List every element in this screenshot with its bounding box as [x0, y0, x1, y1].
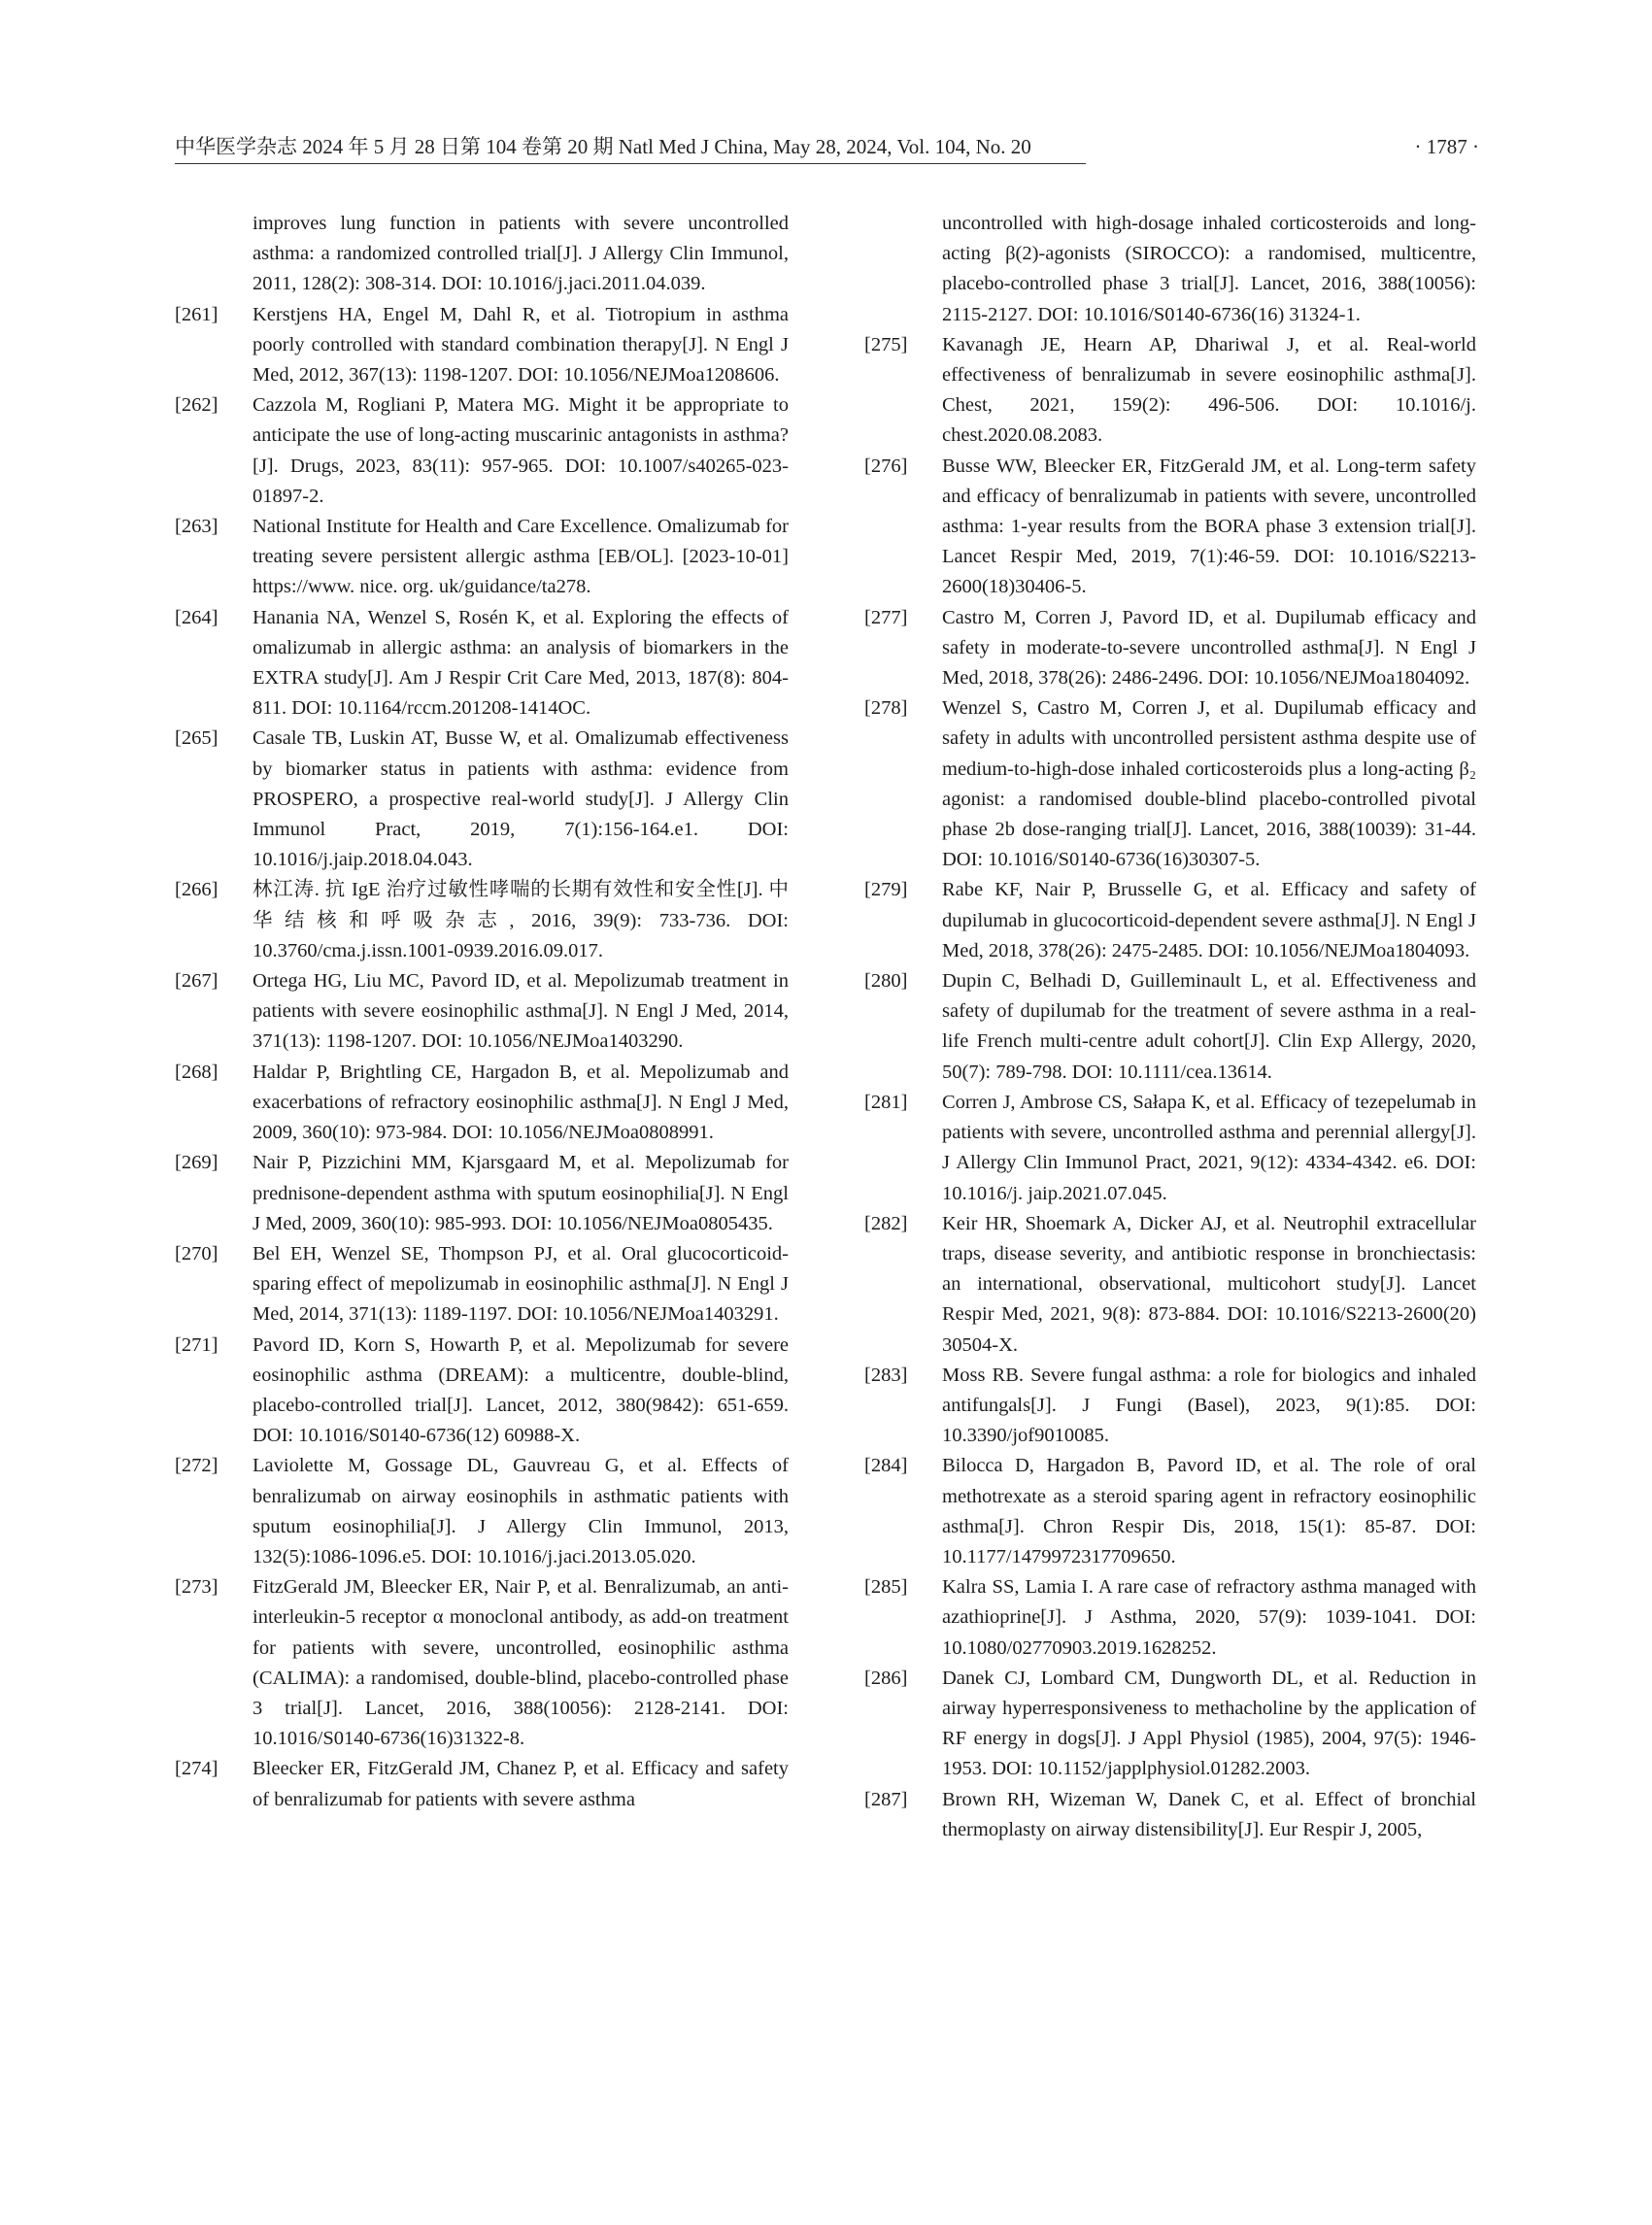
- reference-entry: [175, 1572, 789, 1754]
- reference-entry: [864, 1664, 1476, 1785]
- reference-entry: [864, 966, 1476, 1088]
- reference-text: Casale TB, Luskin AT, Busse W, et al. Omalizumab effectiveness by biomarker status in patients with asthma: evidence from PROSPERO, a prospective real-world study[J]. J Allergy Clin Immunol Pract, 2019, 7(1):156-164.e1. DOI: 10.1016/j.jaip.2018.04.043.: [253, 727, 789, 871]
- page-header: [175, 132, 1479, 171]
- reference-text: Corren J, Ambrose CS, Sałapa K, et al. Efficacy of tezepelumab in patients with severe, uncontrolled asthma and perennial allergy[J]. J Allergy Clin Immunol Pract, 2021, 9(12): 4334-4342. e6. DOI: 10.1016/j. jaip.2021.07.045.: [942, 1091, 1476, 1204]
- reference-number: [283]: [864, 1364, 908, 1386]
- reference-number: [277]: [864, 606, 908, 628]
- reference-text: Laviolette M, Gossage DL, Gauvreau G, et al. Effects of benralizumab on airway eosinophils in asthmatic patients with sputum eosinophilia[J]. J Allergy Clin Immunol, 2013, 132(5):1086-1096.e5. DOI: 10.1016/j.jaci.2013.05.020.: [253, 1455, 789, 1568]
- reference-entry: [864, 1209, 1476, 1361]
- reference-text: Busse WW, Bleecker ER, FitzGerald JM, et al. Long-term safety and efficacy of benralizumab in patients with severe, uncontrolled asthma: 1-year results from the BORA phase 3 extension trial[J]. Lancet Respir Med, 2019, 7(1):46-59. DOI: 10.1016/S2213-2600(18)30406-5.: [942, 455, 1476, 598]
- reference-number: [275]: [864, 333, 908, 355]
- reference-text: Dupin C, Belhadi D, Guilleminault L, et al. Effectiveness and safety of dupilumab for the treatment of severe asthma in a real-life French multi-centre adult cohort[J]. Clin Exp Allergy, 2020, 50(7): 789-798. DOI: 10.1111/cea.13614.: [942, 970, 1476, 1083]
- reference-text: Nair P, Pizzichini MM, Kjarsgaard M, et al. Mepolizumab for prednisone-dependent asthma with sputum eosinophilia[J]. N Engl J Med, 2009, 360(10): 985-993. DOI: 10.1056/NEJMoa0805435.: [253, 1152, 789, 1234]
- reference-text: Brown RH, Wizeman W, Danek C, et al. Effect of bronchial thermoplasty on airway distensibility[J]. Eur Respir J, 2005,: [942, 1788, 1476, 1840]
- reference-entry: [864, 693, 1476, 875]
- reference-number: [264]: [175, 606, 219, 628]
- reference-number: [267]: [175, 970, 219, 993]
- reference-entry: [864, 452, 1476, 603]
- reference-number: [268]: [175, 1061, 219, 1083]
- right-reference-column: [864, 209, 1476, 1845]
- header-rule: [175, 163, 1086, 164]
- reference-number: [265]: [175, 727, 219, 750]
- reference-number: [286]: [864, 1667, 908, 1689]
- reference-entry: [864, 875, 1476, 966]
- reference-text: Wenzel S, Castro M, Corren J, et al. Dupilumab efficacy and safety in adults with uncontrolled persistent asthma despite use of medium-to-high-dose inhaled corticosteroids plus a long-acting β₂ agonist: a randomised double-blind placebo-controlled pivotal phase 2b dose-ranging trial[J]. Lancet, 2016, 388(10039): 31-44. DOI: 10.1016/S0140-6736(16)30307-5.: [942, 697, 1476, 871]
- reference-text: Moss RB. Severe fungal asthma: a role for biologics and inhaled antifungals[J]. J Fungi (Basel), 2023, 9(1):85. DOI: 10.3390/jof9010085.: [942, 1364, 1476, 1447]
- reference-entry: [175, 1331, 789, 1452]
- reference-number: [282]: [864, 1212, 908, 1234]
- reference-entry: [175, 1754, 789, 1814]
- reference-continuation: [175, 209, 789, 300]
- reference-entry: [175, 390, 789, 512]
- reference-text: Haldar P, Brightling CE, Hargadon B, et al. Mepolizumab and exacerbations of refractory eosinophilic asthma[J]. N Engl J Med, 2009, 360(10): 973-984. DOI: 10.1056/NEJMoa0808991.: [253, 1061, 789, 1144]
- reference-number: [269]: [175, 1152, 219, 1174]
- reference-text: uncontrolled with high-dosage inhaled corticosteroids and long-acting β(2)-agonists (SIROCCO): a randomised, multicentre, placebo-controlled phase 3 trial[J]. Lancet, 2016, 388(10056): 2115-2127. DOI: 10.1016/S0140-6736(16) 31324-1.: [942, 213, 1476, 325]
- reference-number: [284]: [864, 1455, 908, 1477]
- reference-text: Danek CJ, Lombard CM, Dungworth DL, et al. Reduction in airway hyperresponsiveness to methacholine by the application of RF energy in dogs[J]. J Appl Physiol (1985), 2004, 97(5): 1946-1953. DOI: 10.1152/japplphysiol.01282.2003.: [942, 1667, 1476, 1780]
- reference-number: [270]: [175, 1242, 219, 1264]
- reference-entry: [175, 1239, 789, 1331]
- reference-text: Pavord ID, Korn S, Howarth P, et al. Mepolizumab for severe eosinophilic asthma (DREAM): a multicentre, double-blind, placebo-controlled trial[J]. Lancet, 2012, 380(9842): 651-659. DOI: 10.1016/S0140-6736(12) 60988-X.: [253, 1333, 789, 1447]
- reference-text: Rabe KF, Nair P, Brusselle G, et al. Efficacy and safety of dupilumab in glucocorticoid-dependent severe asthma[J]. N Engl J Med, 2018, 378(26): 2475-2485. DOI: 10.1056/NEJMoa1804093.: [942, 879, 1476, 961]
- reference-entry: [175, 1058, 789, 1149]
- reference-entry: [864, 1361, 1476, 1452]
- reference-text: Kerstjens HA, Engel M, Dahl R, et al. Tiotropium in asthma poorly controlled with standard combination therapy[J]. N Engl J Med, 2012, 367(13): 1198-1207. DOI: 10.1056/NEJMoa1208606.: [253, 303, 789, 387]
- reference-number: [273]: [175, 1576, 219, 1599]
- reference-text: Bleecker ER, FitzGerald JM, Chanez P, et al. Efficacy and safety of benralizumab for patients with severe asthma: [253, 1758, 789, 1810]
- reference-text: National Institute for Health and Care Excellence. Omalizumab for treating severe persistent allergic asthma [EB/OL]. [2023-10-01] https://www. nice. org. uk/guidance/ta278.: [253, 516, 789, 598]
- reference-entry: [864, 1785, 1476, 1845]
- reference-text: Kalra SS, Lamia I. A rare case of refractory asthma managed with azathioprine[J]. J Asthma, 2020, 57(9): 1039-1041. DOI: 10.1080/02770903.2019.1628252.: [942, 1576, 1476, 1659]
- reference-number: [278]: [864, 697, 908, 720]
- reference-number: [263]: [175, 516, 219, 538]
- reference-text: improves lung function in patients with severe uncontrolled asthma: a randomized controlled trial[J]. J Allergy Clin Immunol, 2011, 128(2): 308-314. DOI: 10.1016/j.jaci.2011.04.039.: [253, 213, 789, 295]
- reference-text: Keir HR, Shoemark A, Dicker AJ, et al. Neutrophil extracellular traps, disease severity, and antibiotic response in bronchiectasis: an international, observational, multicohort study[J]. Lancet Respir Med, 2021, 9(8): 873-884. DOI: 10.1016/S2213-2600(20) 30504-X.: [942, 1212, 1476, 1356]
- reference-text: Cazzola M, Rogliani P, Matera MG. Might it be appropriate to anticipate the use of long-acting muscarinic antagonists in asthma? [J]. Drugs, 2023, 83(11): 957-965. DOI: 10.1007/s40265-023-01897-2.: [253, 394, 789, 507]
- reference-number: [261]: [175, 303, 219, 325]
- reference-entry: [175, 724, 789, 875]
- reference-text: Bilocca D, Hargadon B, Pavord ID, et al. The role of oral methotrexate as a steroid sparing agent in refractory eosinophilic asthma[J]. Chron Respir Dis, 2018, 15(1): 85-87. DOI: 10.1177/1479972317709650.: [942, 1455, 1476, 1568]
- reference-entry: [175, 1148, 789, 1239]
- reference-text: Ortega HG, Liu MC, Pavord ID, et al. Mepolizumab treatment in patients with severe eosinophilic asthma[J]. N Engl J Med, 2014, 371(13): 1198-1207. DOI: 10.1056/NEJMoa1403290.: [253, 970, 789, 1053]
- reference-entry: [175, 966, 789, 1058]
- reference-entry: [864, 1572, 1476, 1664]
- reference-number: [276]: [864, 455, 908, 477]
- reference-text: Castro M, Corren J, Pavord ID, et al. Dupilumab efficacy and safety in moderate-to-severe uncontrolled asthma[J]. N Engl J Med, 2018, 378(26): 2486-2496. DOI: 10.1056/NEJMoa1804092.: [942, 606, 1476, 690]
- reference-number: [280]: [864, 970, 908, 993]
- journal-citation: 中华医学杂志 2024 年 5 月 28 日第 104 卷第 20 期 Natl Med J China, May 28, 2024, Vol. 104, No. 20: [175, 135, 1031, 158]
- reference-entry: [175, 875, 789, 966]
- reference-entry: [864, 1451, 1476, 1572]
- reference-text: 林江涛. 抗 IgE 治疗过敏性哮喘的长期有效性和安全性[J]. 中华结核和呼吸杂志, 2016, 39(9): 733-736. DOI: 10.3760/cma.j.issn.1001-0939.2016.09.017.: [253, 879, 789, 961]
- reference-number: [271]: [175, 1333, 219, 1356]
- reference-entry: [175, 512, 789, 603]
- reference-number: [262]: [175, 394, 219, 417]
- reference-entry: [864, 603, 1476, 694]
- reference-number: [287]: [864, 1788, 908, 1810]
- reference-number: [272]: [175, 1455, 219, 1477]
- reference-text: Bel EH, Wenzel SE, Thompson PJ, et al. Oral glucocorticoid-sparing effect of mepolizumab in eosinophilic asthma[J]. N Engl J Med, 2014, 371(13): 1189-1197. DOI: 10.1056/NEJMoa1403291.: [253, 1242, 789, 1326]
- reference-text: Kavanagh JE, Hearn AP, Dhariwal J, et al. Real-world effectiveness of benralizumab in severe eosinophilic asthma[J]. Chest, 2021, 159(2): 496-506. DOI: 10.1016/j. chest.2020.08.2083.: [942, 333, 1476, 447]
- reference-entry: [864, 1088, 1476, 1209]
- reference-entry: [864, 330, 1476, 452]
- reference-number: [274]: [175, 1758, 219, 1780]
- reference-text: Hanania NA, Wenzel S, Rosén K, et al. Exploring the effects of omalizumab in allergic asthma: an analysis of biomarkers in the EXTRA study[J]. Am J Respir Crit Care Med, 2013, 187(8): 804-811. DOI: 10.1164/rccm.201208-1414OC.: [253, 606, 789, 720]
- reference-entry: [175, 300, 789, 391]
- reference-continuation: [864, 209, 1476, 330]
- reference-entry: [175, 1451, 789, 1572]
- reference-number: [281]: [864, 1091, 908, 1113]
- reference-number: [285]: [864, 1576, 908, 1599]
- reference-number: [279]: [864, 879, 908, 901]
- reference-text: FitzGerald JM, Bleecker ER, Nair P, et al. Benralizumab, an anti-interleukin-5 receptor α monoclonal antibody, as add-on treatment for patients with severe, uncontrolled, eosinophilic asthma (CALIMA): a randomised, double-blind, placebo-controlled phase 3 trial[J]. Lancet, 2016, 388(10056): 2128-2141. DOI: 10.1016/S0140-6736(16)31322-8.: [253, 1576, 789, 1750]
- left-reference-column: [175, 209, 789, 1815]
- reference-number: [266]: [175, 879, 219, 901]
- page-number: · 1787 ·: [1414, 135, 1479, 158]
- reference-entry: [175, 603, 789, 725]
